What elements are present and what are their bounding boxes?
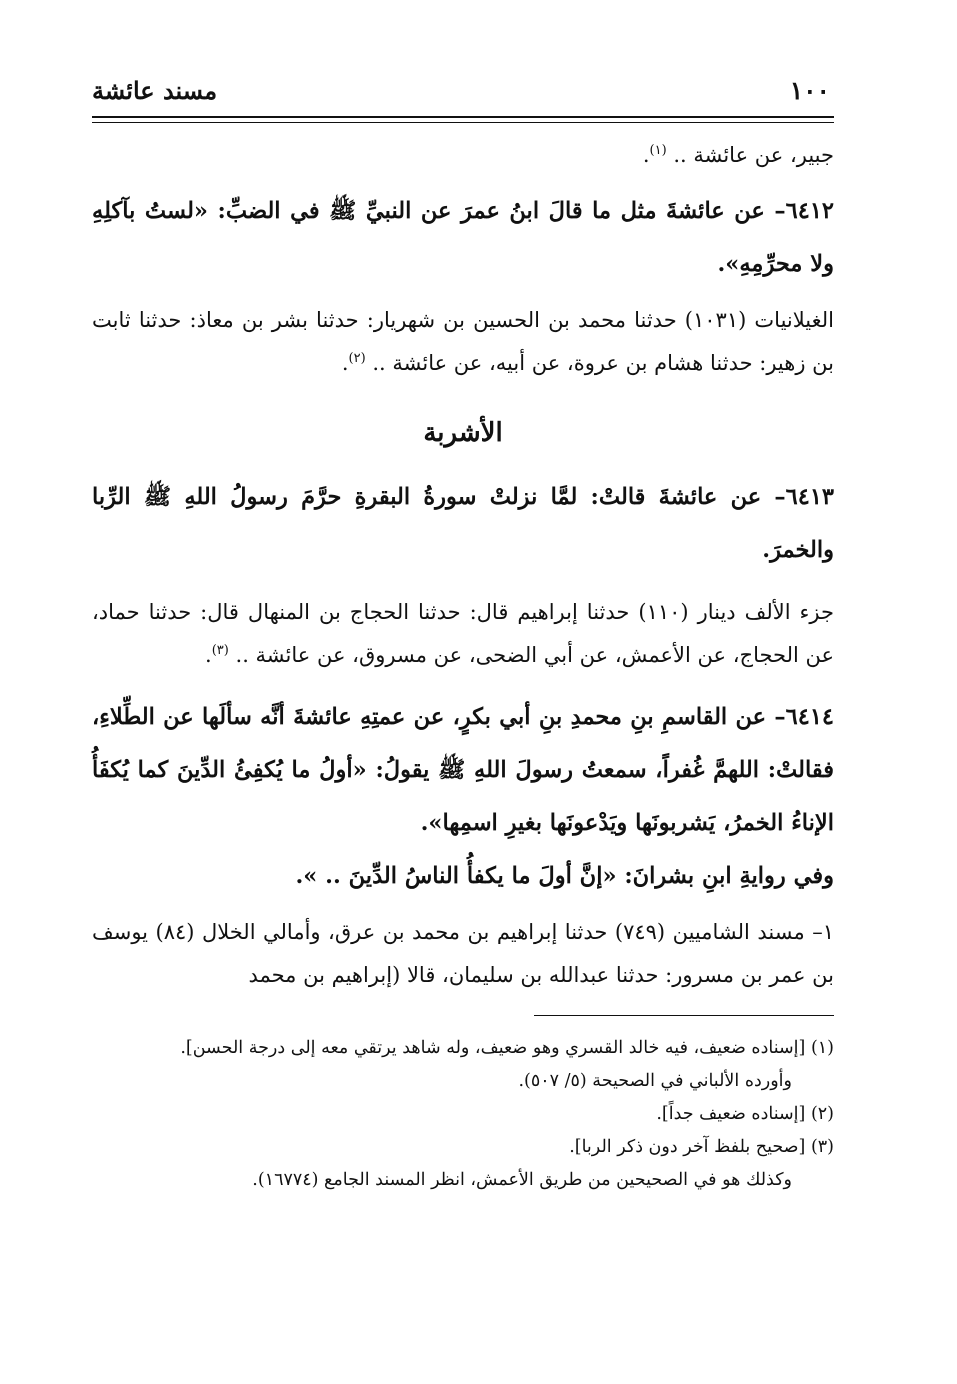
running-title: مسند عائشة	[92, 76, 218, 105]
source-6414: ١– مسند الشاميين (٧٤٩) حدثنا إبراهيم بن محمد بن عرق، وأمالي الخلال (٨٤) يوسف بن عمر بن مسرور: حدثنا عبدالله بن سليمان، قالا (إبراهيم بن محمد	[92, 920, 834, 987]
footnote-3-text: [صحيح بلفظ آخر دون ذكر الربا].	[569, 1137, 806, 1157]
footnote-ref-3[interactable]: (٣)	[211, 643, 229, 658]
footnote-3-number: (٣)	[810, 1137, 834, 1157]
source-6412-text: الغيلانيات (١٠٣١) حدثنا محمد بن الحسين بن شهريار: حدثنا بشر بن معاذ: حدثنا ثابت بن زهير: حدثنا هشام بن عروة، عن أبيه، عن عائشة ..	[92, 308, 834, 375]
footnote-3-continuation: وكذلك هو في الصحيحين من طريق الأعمش، انظر المسند الجامع (١٦٧٧٤).	[252, 1170, 792, 1190]
page-number: ١٠٠	[789, 76, 830, 105]
header-rule-thick	[92, 116, 834, 118]
book-page	[92, 70, 834, 1197]
section-title: الأشربة	[423, 418, 503, 448]
footnote-1-number: (١)	[810, 1038, 834, 1058]
footnote-separator	[534, 1015, 834, 1016]
source-6413: جزء الألف دينار (١١٠) حدثنا إبراهيم قال: حدثنا الحجاج بن المنهال قال: حدثنا حماد، عن الحجاج، عن الأعمش، عن أبي الضحى، عن مسروق، عن عائشة .. $^{(٣)}$.	[92, 600, 834, 667]
footnote-ref-2[interactable]: (٢)	[348, 351, 366, 366]
hadith-6413: ٦٤١٣– عن عائشةَ قالتْ: لمَّا نزلتْ سورةُ البقرةِ حرَّمَ رسولُ اللهِ ﷺ الرِّبا والخمرَ.	[92, 484, 834, 563]
footnotes	[92, 1032, 834, 1197]
footnote-2-text: [إسناده ضعيف جداً].	[656, 1104, 806, 1124]
footnote-1	[92, 1032, 834, 1065]
source-6412: الغيلانيات (١٠٣١) حدثنا محمد بن الحسين بن شهريار: حدثنا بشر بن معاذ: حدثنا ثابت بن زهير: حدثنا هشام بن عروة، عن أبيه، عن عائشة .. $^{(٢)}$.	[92, 308, 834, 375]
main-text	[92, 134, 834, 997]
footnote-3	[92, 1131, 834, 1164]
footnote-2-number: (٢)	[810, 1104, 834, 1124]
hadith-6412: ٦٤١٢– عن عائشةَ مثل ما قالَ ابنُ عمرَ عن النبيِّ ﷺ في الضبِّ: «لستُ بآكلِهِ ولا محرِّمِهِ».	[92, 198, 834, 277]
page-header	[92, 70, 834, 116]
continuation-paragraph: جبير، عن عائشة .. $^{(١)}$.	[642, 143, 834, 167]
footnote-1-continuation: وأورده الألباني في الصحيحة (٥/ ٥٠٧).	[518, 1071, 792, 1091]
continuation-text: جبير، عن عائشة ..	[666, 143, 834, 167]
footnote-ref-1[interactable]: (١)	[649, 143, 667, 158]
source-6413-text: جزء الألف دينار (١١٠) حدثنا إبراهيم قال: حدثنا الحجاج بن المنهال قال: حدثنا حماد، عن الحجاج، عن الأعمش، عن أبي الضحى، عن مسروق، عن عائشة ..	[92, 600, 834, 667]
footnote-1-text: [إسناده ضعيف، فيه خالد القسري وهو ضعيف، وله شاهد يرتقي معه إلى درجة الحسن].	[180, 1038, 806, 1058]
header-rule-thin	[92, 122, 834, 123]
hadith-6414: ٦٤١٤– عن القاسمِ بنِ محمدِ بنِ أبي بكرٍ، عن عمتِهِ عائشةَ أنَّه سألَها عن الطِّلاءِ، فقالتْ: اللهمَّ غُفراً، سمعتُ رسولَ اللهِ ﷺ يقولُ: «أولُ ما يُكفِئُ الدِّينَ كما يُكفَأُ الإناءُ الخمرُ، يَشربونَها ويَدْعونَها بغيرِ اسمِها».	[92, 704, 834, 836]
hadith-6414-variant: وفي روايةِ ابنِ بشرانَ: «إنَّ أولَ ما يكفأُ الناسُ الدِّينَ .. ».	[295, 863, 834, 889]
footnote-2	[92, 1098, 834, 1131]
